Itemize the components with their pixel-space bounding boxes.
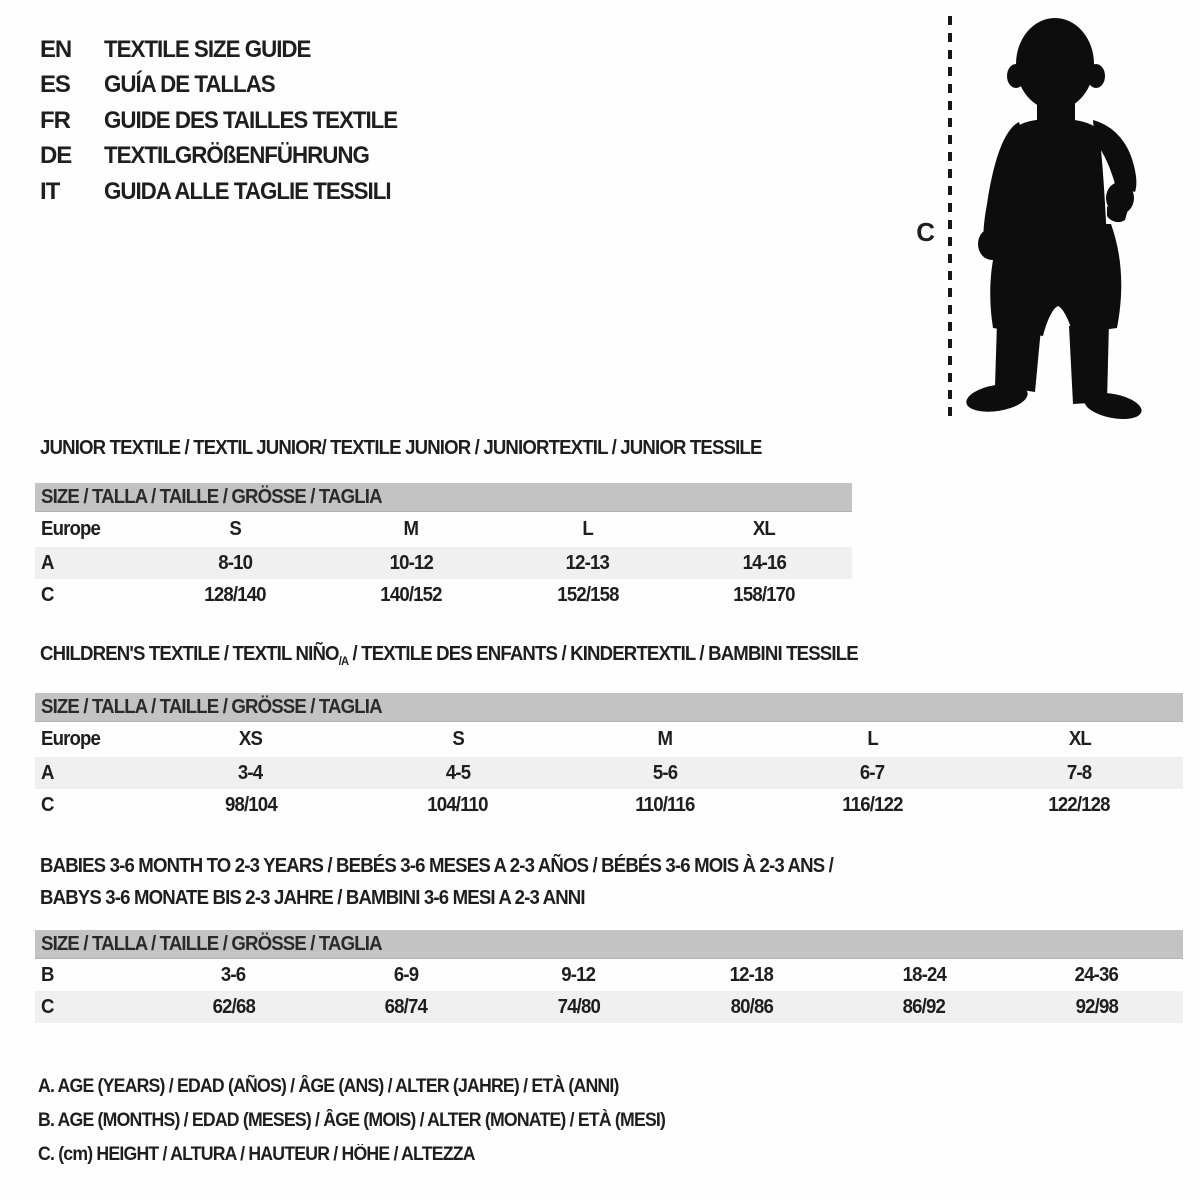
table-cell: 14-16 [742,551,786,574]
junior-heading-text: JUNIOR TEXTILE / TEXTIL JUNIOR/ TEXTILE JUNIOR / JUNIORTEXTIL / JUNIOR TESSILE [40,437,762,459]
table-cell: L [582,518,593,540]
table-cell: 68/74 [384,995,428,1018]
table-row-c [35,789,1183,821]
table-cell: 122/128 [1048,793,1111,816]
footnote-c: C. (cm) HEIGHT / ALTURA / HAUTEUR / HÖHE / ALTEZZA [38,1144,475,1165]
language-code: IT [40,177,60,205]
nino-a-subscript: /A [338,654,349,668]
table-cell: M [657,728,673,750]
table-cell: 3-4 [238,761,263,784]
footnote-a: A. AGE (YEARS) / EDAD (AÑOS) / ÂGE (ANS) / ALTER (JAHRE) / ETÀ (ANNI) [38,1076,619,1097]
table-cell: 62/68 [212,995,255,1018]
row-label: A [41,551,54,574]
children-heading-text: CHILDREN'S TEXTILE / TEXTIL $NIÑO_{/A}$ / TEXTILE DES ENFANTS / KINDERTEXTIL / BAMBINI TESSILE [40,643,858,668]
footnote-b: B. AGE (MONTHS) / EDAD (MESES) / ÂGE (MOIS) / ALTER (MONATE) / ETÀ (MESI) [38,1110,666,1131]
table-cell: 86/92 [902,995,946,1018]
table-cell: 9-12 [561,963,596,986]
junior-section-heading [40,436,816,460]
table-cell: L [866,728,878,750]
row-label: C [41,583,54,606]
table-row-europe [35,512,852,547]
language-code: ES [40,71,70,99]
row-label: C [41,995,54,1018]
table-cell: 6-7 [860,761,885,784]
language-row-en [40,32,419,68]
row-label: C [41,793,54,816]
language-row-it [40,174,419,210]
language-code: FR [40,106,70,134]
table-row-a [35,757,1183,789]
table-cell: 18-24 [902,963,946,986]
table-cell: 6-9 [393,963,419,986]
guide-title-de: TEXTILGRÖßENFÜHRUNG [104,142,369,170]
table-row-b [35,959,1183,991]
table-cell: 24-36 [1074,963,1119,986]
table-cell: 140/152 [380,583,443,606]
table-cell: 92/98 [1075,995,1118,1018]
table-cell: XL [1068,728,1091,750]
table-cell: 158/170 [733,583,795,606]
table-cell: 128/140 [204,583,266,606]
table-cell: 74/80 [557,995,600,1018]
language-row-es [40,68,419,104]
guide-title-it: GUIDA ALLE TAGLIE TESSILI [104,177,391,205]
row-label: B [41,963,54,986]
row-label: A [41,761,54,784]
table-cell: 98/104 [224,793,277,816]
table-cell: 110/116 [635,793,695,816]
table-cell: XL [752,518,775,540]
table-cell: 8-10 [218,551,253,574]
babies-heading-line2: BABYS 3-6 MONATE BIS 2-3 JAHRE / BAMBINI 3-6 MESI A 2-3 ANNI [40,887,585,909]
children-section-heading [40,642,919,673]
table-cell: 116/122 [842,793,903,816]
language-row-fr [40,103,419,139]
table-cell: 104/110 [427,793,488,816]
table-cell: 12-13 [565,551,610,574]
table-cell: 4-5 [445,761,470,784]
language-code: EN [40,35,72,63]
row-label: Europe [41,728,101,750]
table-cell: XS [239,728,263,750]
table-row-c [35,991,1183,1023]
table-cell: 3-6 [221,963,246,986]
junior-size-table [35,483,852,611]
table-row-europe [35,722,1183,757]
table-cell: 152/158 [556,583,619,606]
language-code: DE [40,142,72,170]
babies-section-heading [40,850,893,914]
height-measure-label: C [916,217,934,247]
children-size-table [35,693,1183,821]
guide-title-es: GUÍA DE TALLAS [104,71,275,99]
table-cell: 5-6 [652,761,678,784]
footnotes [38,1070,712,1172]
table-cell: 12-18 [729,963,774,986]
size-header-bar: SIZE / TALLA / TAILLE / GRÖSSE / TAGLIA [35,930,1183,959]
guide-title-en: TEXTILE SIZE GUIDE [104,35,311,63]
table-cell: S [229,518,241,540]
table-cell: 80/86 [730,995,773,1018]
language-row-de [40,139,419,175]
size-header-bar: SIZE / TALLA / TAILLE / GRÖSSE / TAGLIA [35,483,852,512]
table-row-a [35,547,852,579]
guide-title-fr: GUIDE DES TAILLES TEXTILE [104,106,398,134]
height-measure-dashed-line [948,16,952,418]
table-cell: 7-8 [1067,761,1092,784]
babies-heading-line1: BABIES 3-6 MONTH TO 2-3 YEARS / BEBÉS 3-6 MESES A 2-3 AÑOS / BÉBÉS 3-6 MOIS À 2-3 ANS / [40,855,833,877]
toddler-silhouette-icon [955,14,1160,424]
babies-size-table [35,930,1183,1023]
table-cell: M [404,518,419,540]
row-label: Europe [41,518,101,540]
table-cell: S [452,728,464,750]
table-row-c [35,579,852,611]
language-legend [40,32,419,210]
size-header-bar: SIZE / TALLA / TAILLE / GRÖSSE / TAGLIA [35,693,1183,722]
table-cell: 10-12 [389,551,434,574]
